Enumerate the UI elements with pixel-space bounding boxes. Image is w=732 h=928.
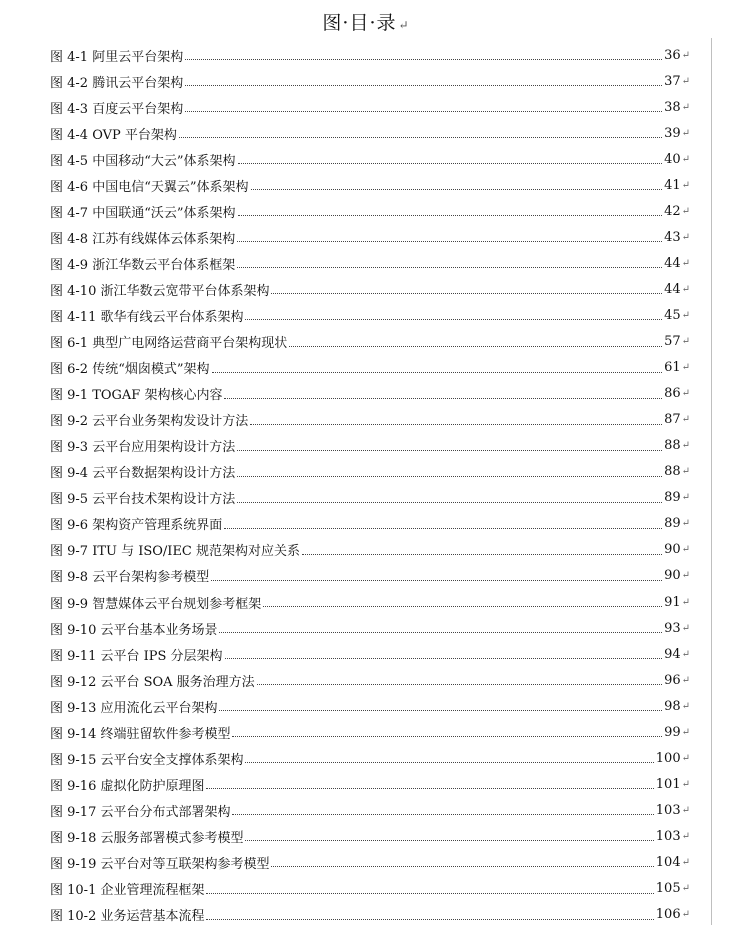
toc-entry-label: 图 9-1 TOGAF 架构核心内容 bbox=[50, 388, 223, 404]
toc-entry-label: 图 4-9 浙江华数云平台体系框架 bbox=[50, 257, 236, 273]
dot-leader bbox=[271, 865, 653, 867]
paragraph-mark-icon: ↵ bbox=[681, 127, 690, 139]
paragraph-mark-icon: ↵ bbox=[398, 18, 410, 32]
toc-entry-label: 图 4-2 腾讯云平台架构 bbox=[50, 75, 184, 91]
dot-leader bbox=[238, 214, 663, 216]
toc-entry-page: 88 bbox=[664, 464, 681, 480]
toc-entry-label: 图 9-10 云平台基本业务场景 bbox=[50, 622, 218, 638]
dot-leader bbox=[185, 58, 662, 60]
toc-entry[interactable] bbox=[50, 120, 690, 146]
paragraph-mark-icon: ↵ bbox=[681, 336, 690, 348]
toc-entry-page: 87 bbox=[664, 412, 681, 428]
toc-entry-page: 44 bbox=[664, 281, 681, 297]
dot-leader bbox=[179, 136, 662, 138]
figure-list bbox=[50, 42, 690, 928]
paragraph-mark-icon: ↵ bbox=[681, 283, 690, 295]
paragraph-mark-icon: ↵ bbox=[681, 309, 690, 321]
toc-entry[interactable] bbox=[50, 224, 690, 250]
toc-entry-label: 图 9-17 云平台分布式部署架构 bbox=[50, 804, 231, 820]
paragraph-mark-icon: ↵ bbox=[681, 596, 690, 608]
paragraph-mark-icon: ↵ bbox=[681, 622, 690, 634]
paragraph-mark-icon: ↵ bbox=[681, 257, 690, 269]
toc-entry[interactable] bbox=[50, 823, 690, 849]
dot-leader bbox=[232, 735, 662, 737]
toc-entry[interactable] bbox=[50, 459, 690, 485]
toc-entry-page: 86 bbox=[664, 386, 681, 402]
toc-entry-label: 图 9-3 云平台应用架构设计方法 bbox=[50, 440, 236, 456]
toc-entry-page: 42 bbox=[664, 203, 681, 219]
toc-entry[interactable] bbox=[50, 719, 690, 745]
toc-entry-page: 91 bbox=[664, 594, 681, 610]
toc-entry-label: 图 9-13 应用流化云平台架构 bbox=[50, 700, 218, 716]
toc-entry[interactable] bbox=[50, 485, 690, 511]
dot-leader bbox=[289, 345, 662, 347]
toc-entry-page: 101 bbox=[655, 776, 681, 792]
paragraph-mark-icon: ↵ bbox=[681, 909, 690, 921]
dot-leader bbox=[245, 839, 653, 841]
toc-entry-page: 100 bbox=[655, 750, 681, 766]
dot-leader bbox=[263, 605, 662, 607]
paragraph-mark-icon: ↵ bbox=[681, 179, 690, 191]
toc-entry[interactable] bbox=[50, 615, 690, 641]
toc-entry-page: 103 bbox=[655, 802, 681, 818]
paragraph-mark-icon: ↵ bbox=[681, 205, 690, 217]
toc-entry-label: 图 6-1 典型广电网络运营商平台架构现状 bbox=[50, 336, 288, 352]
dot-leader bbox=[219, 709, 662, 711]
toc-entry[interactable] bbox=[50, 407, 690, 433]
dot-leader bbox=[237, 501, 662, 503]
paragraph-mark-icon: ↵ bbox=[681, 440, 690, 452]
toc-entry[interactable] bbox=[50, 589, 690, 615]
paragraph-mark-icon: ↵ bbox=[681, 362, 690, 374]
toc-entry-page: 57 bbox=[664, 334, 681, 350]
toc-entry-label: 图 4-11 歌华有线云平台体系架构 bbox=[50, 309, 244, 325]
toc-entry-page: 94 bbox=[664, 646, 681, 662]
toc-entry-label: 图 9-19 云平台对等互联架构参考模型 bbox=[50, 856, 270, 872]
paragraph-mark-icon: ↵ bbox=[681, 414, 690, 426]
toc-entry-label: 图 9-4 云平台数据架构设计方法 bbox=[50, 466, 236, 482]
toc-entry-page: 98 bbox=[664, 698, 681, 714]
toc-entry-label: 图 9-5 云平台技术架构设计方法 bbox=[50, 492, 236, 508]
toc-entry[interactable] bbox=[50, 146, 690, 172]
page-margin-line bbox=[711, 38, 712, 925]
paragraph-mark-icon: ↵ bbox=[681, 388, 690, 400]
toc-entry-page: 96 bbox=[664, 672, 681, 688]
toc-entry[interactable] bbox=[50, 198, 690, 224]
dot-leader bbox=[251, 188, 663, 190]
paragraph-mark-icon: ↵ bbox=[681, 700, 690, 712]
toc-entry[interactable] bbox=[50, 381, 690, 407]
dot-leader bbox=[250, 423, 662, 425]
paragraph-mark-icon: ↵ bbox=[681, 466, 690, 478]
toc-entry-label: 图 4-7 中国联通“沃云”体系架构 bbox=[50, 205, 236, 221]
dot-leader bbox=[225, 657, 663, 659]
dot-leader bbox=[237, 449, 662, 451]
toc-entry-page: 104 bbox=[655, 854, 681, 870]
dot-leader bbox=[245, 761, 653, 763]
toc-entry-label: 图 9-16 虚拟化防护原理图 bbox=[50, 778, 205, 794]
toc-entry-label: 图 9-14 终端驻留软件参考模型 bbox=[50, 726, 231, 742]
dot-leader bbox=[211, 579, 662, 581]
toc-entry[interactable] bbox=[50, 433, 690, 459]
paragraph-mark-icon: ↵ bbox=[681, 804, 690, 816]
toc-entry[interactable] bbox=[50, 329, 690, 355]
dot-leader bbox=[245, 318, 662, 320]
toc-entry[interactable] bbox=[50, 693, 690, 719]
paragraph-mark-icon: ↵ bbox=[681, 830, 690, 842]
toc-entry-page: 38 bbox=[664, 99, 681, 115]
toc-entry-page: 103 bbox=[655, 828, 681, 844]
toc-entry-page: 44 bbox=[664, 255, 681, 271]
dot-leader bbox=[232, 813, 653, 815]
toc-title bbox=[0, 8, 732, 35]
toc-entry-label: 图 9-18 云服务部署模式参考模型 bbox=[50, 830, 244, 846]
toc-entry[interactable] bbox=[50, 641, 690, 667]
toc-entry[interactable] bbox=[50, 667, 690, 693]
toc-entry[interactable] bbox=[50, 302, 690, 328]
toc-entry-label: 图 4-6 中国电信“天翼云”体系架构 bbox=[50, 179, 249, 195]
toc-entry-label: 图 10-1 企业管理流程框架 bbox=[50, 883, 205, 899]
paragraph-mark-icon: ↵ bbox=[681, 49, 690, 61]
dot-leader bbox=[206, 918, 653, 920]
dot-leader bbox=[206, 787, 653, 789]
toc-entry-label: 图 4-10 浙江华数云宽带平台体系架构 bbox=[50, 283, 270, 299]
toc-entry-label: 图 9-12 云平台 SOA 服务治理方法 bbox=[50, 674, 255, 690]
toc-entry-page: 105 bbox=[655, 881, 681, 897]
dot-leader bbox=[185, 110, 662, 112]
toc-entry-page: 45 bbox=[664, 307, 681, 323]
toc-entry[interactable] bbox=[50, 172, 690, 198]
dot-leader bbox=[237, 475, 662, 477]
toc-entry-page: 61 bbox=[664, 360, 681, 376]
toc-entry-label: 图 6-2 传统“烟囱模式”架构 bbox=[50, 362, 210, 378]
toc-entry-page: 36 bbox=[664, 47, 681, 63]
toc-entry-label: 图 9-8 云平台架构参考模型 bbox=[50, 570, 210, 586]
dot-leader bbox=[302, 553, 662, 555]
toc-entry[interactable] bbox=[50, 511, 690, 537]
paragraph-mark-icon: ↵ bbox=[681, 856, 690, 868]
paragraph-mark-icon: ↵ bbox=[681, 752, 690, 764]
dot-leader bbox=[206, 892, 653, 894]
toc-entry-label: 图 10-2 业务运营基本流程 bbox=[50, 909, 205, 925]
toc-entry-page: 89 bbox=[664, 490, 681, 506]
toc-entry-label: 图 9-11 云平台 IPS 分层架构 bbox=[50, 648, 223, 664]
toc-entry[interactable] bbox=[50, 94, 690, 120]
toc-entry-label: 图 4-4 OVP 平台架构 bbox=[50, 127, 177, 143]
toc-entry-label: 图 9-9 智慧媒体云平台规划参考框架 bbox=[50, 596, 262, 612]
dot-leader bbox=[237, 240, 662, 242]
dot-leader bbox=[238, 162, 663, 164]
toc-entry[interactable] bbox=[50, 537, 690, 563]
toc-entry-label: 图 9-6 架构资产管理系统界面 bbox=[50, 518, 223, 534]
paragraph-mark-icon: ↵ bbox=[681, 492, 690, 504]
toc-entry-page: 93 bbox=[664, 620, 681, 636]
toc-entry-page: 37 bbox=[664, 73, 681, 89]
paragraph-mark-icon: ↵ bbox=[681, 544, 690, 556]
paragraph-mark-icon: ↵ bbox=[681, 75, 690, 87]
toc-entry[interactable] bbox=[50, 745, 690, 771]
dot-leader bbox=[212, 371, 663, 373]
paragraph-mark-icon: ↵ bbox=[681, 648, 690, 660]
toc-entry-page: 88 bbox=[664, 438, 681, 454]
paragraph-mark-icon: ↵ bbox=[681, 726, 690, 738]
paragraph-mark-icon: ↵ bbox=[681, 778, 690, 790]
toc-entry-label: 图 4-8 江苏有线媒体云体系架构 bbox=[50, 231, 236, 247]
toc-entry[interactable] bbox=[50, 902, 690, 928]
toc-entry[interactable] bbox=[50, 250, 690, 276]
paragraph-mark-icon: ↵ bbox=[681, 101, 690, 113]
toc-entry-label: 图 9-2 云平台业务架构发设计方法 bbox=[50, 414, 249, 430]
toc-entry-page: 41 bbox=[664, 177, 681, 193]
toc-entry[interactable] bbox=[50, 563, 690, 589]
toc-entry-label: 图 9-7 ITU 与 ISO/IEC 规范架构对应关系 bbox=[50, 544, 301, 560]
dot-leader bbox=[271, 292, 662, 294]
paragraph-mark-icon: ↵ bbox=[681, 518, 690, 530]
toc-entry-label: 图 9-15 云平台安全支撑体系架构 bbox=[50, 752, 244, 768]
toc-entry[interactable] bbox=[50, 771, 690, 797]
dot-leader bbox=[257, 683, 662, 685]
toc-entry[interactable] bbox=[50, 849, 690, 875]
toc-entry-label: 图 4-3 百度云平台架构 bbox=[50, 101, 184, 117]
toc-entry[interactable] bbox=[50, 876, 690, 902]
paragraph-mark-icon: ↵ bbox=[681, 153, 690, 165]
toc-entry-label: 图 4-1 阿里云平台架构 bbox=[50, 49, 184, 65]
toc-entry-page: 43 bbox=[664, 229, 681, 245]
paragraph-mark-icon: ↵ bbox=[681, 883, 690, 895]
paragraph-mark-icon: ↵ bbox=[681, 570, 690, 582]
toc-entry-page: 99 bbox=[664, 724, 681, 740]
dot-leader bbox=[185, 84, 662, 86]
toc-entry-page: 40 bbox=[664, 151, 681, 167]
dot-leader bbox=[224, 527, 662, 529]
toc-entry-page: 90 bbox=[664, 568, 681, 584]
dot-leader bbox=[219, 631, 662, 633]
dot-leader bbox=[237, 266, 662, 268]
toc-entry-page: 39 bbox=[664, 125, 681, 141]
toc-entry[interactable] bbox=[50, 42, 690, 68]
toc-entry-label: 图 4-5 中国移动“大云”体系架构 bbox=[50, 153, 236, 169]
toc-entry[interactable] bbox=[50, 276, 690, 302]
toc-entry-page: 106 bbox=[655, 907, 681, 923]
paragraph-mark-icon: ↵ bbox=[681, 674, 690, 686]
toc-entry[interactable] bbox=[50, 355, 690, 381]
toc-entry[interactable] bbox=[50, 797, 690, 823]
toc-entry[interactable] bbox=[50, 68, 690, 94]
toc-title-text: 图·目·录 bbox=[322, 12, 397, 34]
dot-leader bbox=[224, 397, 662, 399]
toc-entry-page: 89 bbox=[664, 516, 681, 532]
toc-entry-page: 90 bbox=[664, 542, 681, 558]
paragraph-mark-icon: ↵ bbox=[681, 231, 690, 243]
